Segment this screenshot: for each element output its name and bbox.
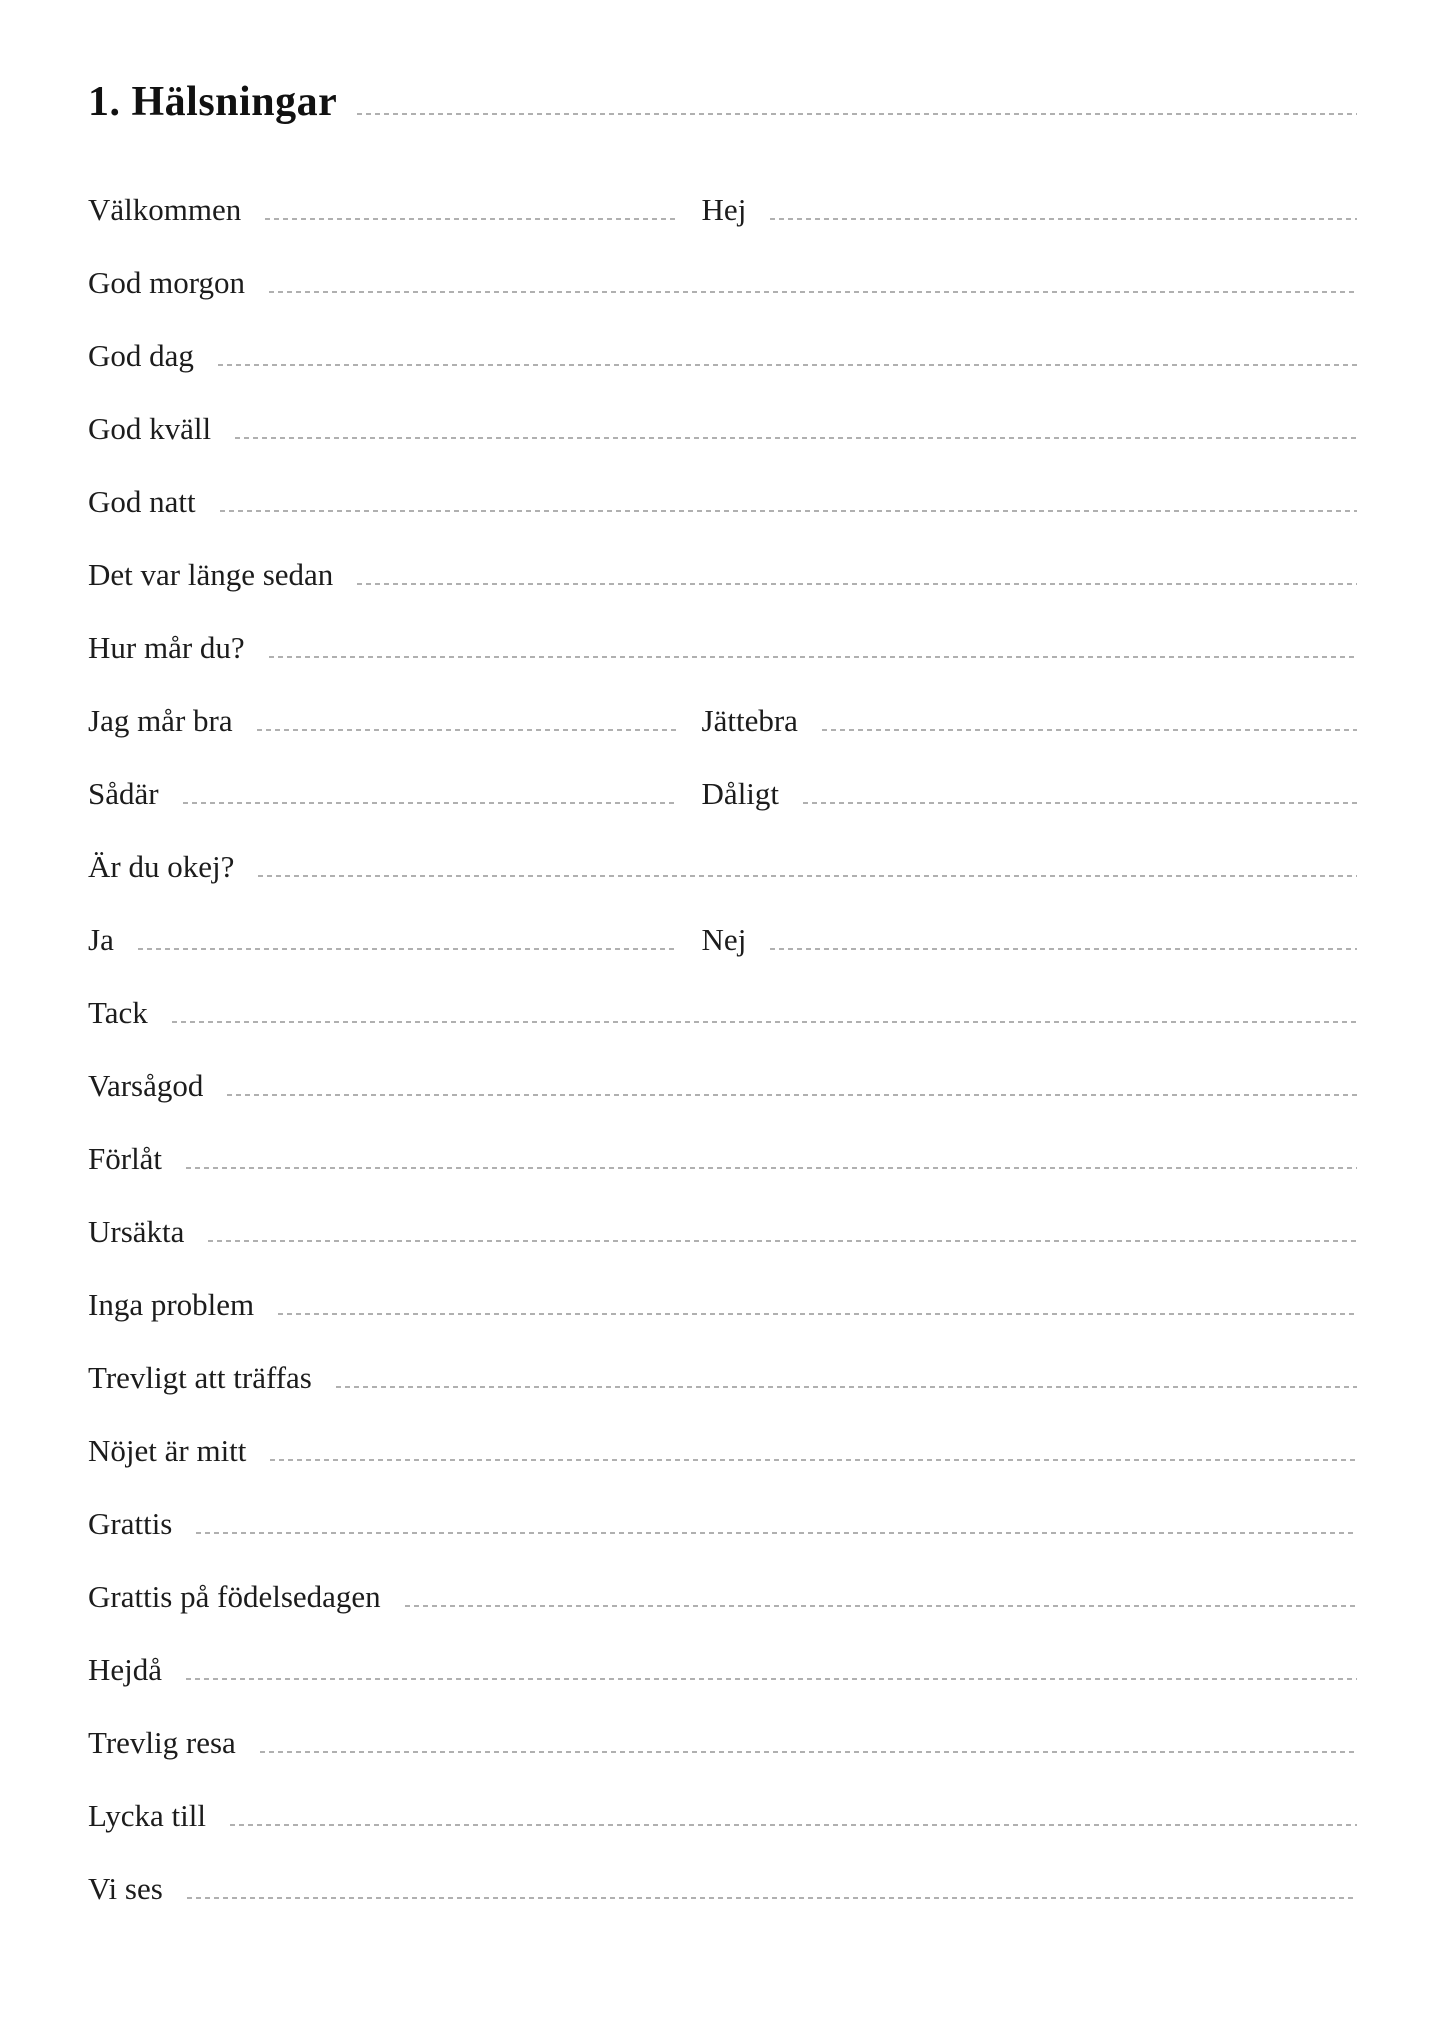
fill-in-line [208, 1240, 1357, 1242]
fill-in-line [183, 802, 676, 804]
fill-in-line [235, 437, 1357, 439]
fill-in-line [227, 1094, 1357, 1096]
phrase-row [88, 1650, 1357, 1690]
phrase-row [88, 1577, 1357, 1617]
phrase-label: Grattis på födelsedagen [88, 1579, 381, 1614]
phrase-row [88, 1796, 1357, 1836]
fill-in-line [196, 1532, 1357, 1534]
fill-in-line [336, 1386, 1357, 1388]
phrase-cell [702, 774, 1357, 814]
fill-in-line [822, 729, 1357, 731]
phrase-cell [88, 1504, 1357, 1544]
phrase-row [88, 1723, 1357, 1763]
phrase-row [88, 1285, 1357, 1325]
fill-in-line [258, 875, 1357, 877]
fill-in-line [357, 583, 1357, 585]
phrase-label: Nöjet är mitt [88, 1433, 247, 1468]
title-dotted-line [357, 113, 1357, 115]
phrase-row [88, 555, 1357, 595]
phrase-cell [88, 993, 1357, 1033]
fill-in-line [269, 656, 1357, 658]
phrase-cell [88, 1869, 1357, 1909]
phrase-row [88, 774, 1357, 814]
phrase-label: Jag mår bra [88, 703, 233, 738]
phrase-row [88, 920, 1357, 960]
phrase-row [88, 1139, 1357, 1179]
phrase-label: Tack [88, 995, 148, 1030]
fill-in-line [187, 1897, 1357, 1899]
fill-in-line [138, 948, 676, 950]
phrase-label: God morgon [88, 265, 246, 300]
phrase-label: Dåligt [701, 776, 780, 811]
phrase-row [88, 263, 1357, 303]
fill-in-line [803, 802, 1357, 804]
phrase-label: Lycka till [88, 1798, 206, 1833]
phrase-label: Ja [88, 922, 114, 957]
phrase-row [88, 482, 1357, 522]
page-title: 1. Hälsningar [88, 79, 338, 125]
phrase-cell [88, 920, 676, 960]
phrase-row [88, 1212, 1357, 1252]
section-title-row [88, 78, 1357, 126]
phrase-label: God kväll [88, 411, 212, 446]
phrase-row [88, 1431, 1357, 1471]
phrase-label: Inga problem [88, 1287, 255, 1322]
phrase-row [88, 628, 1357, 668]
phrase-cell [88, 1139, 1357, 1179]
phrase-label: Ursäkta [88, 1214, 185, 1249]
fill-in-line [220, 510, 1357, 512]
phrase-label: Trevlig resa [88, 1725, 236, 1760]
phrase-cell [88, 1723, 1357, 1763]
phrase-cell [88, 1358, 1357, 1398]
fill-in-line [257, 729, 676, 731]
fill-in-line [265, 218, 675, 220]
phrase-row [88, 409, 1357, 449]
phrase-cell [702, 190, 1357, 230]
phrase-cell [88, 409, 1357, 449]
phrase-cell [88, 774, 676, 814]
phrase-cell [702, 920, 1357, 960]
phrase-label: Varsågod [88, 1068, 204, 1103]
phrase-cell [88, 190, 676, 230]
fill-in-line [269, 291, 1357, 293]
phrase-cell [88, 263, 1357, 303]
phrase-label: Trevligt att träffas [88, 1360, 312, 1395]
phrase-label: Hej [701, 192, 747, 227]
phrase-label: Det var länge sedan [88, 557, 334, 592]
phrase-cell [88, 1431, 1357, 1471]
phrase-cell [88, 847, 1357, 887]
fill-in-line [260, 1751, 1357, 1753]
fill-in-line [278, 1313, 1357, 1315]
phrase-cell [88, 336, 1357, 376]
phrase-label: Välkommen [88, 192, 242, 227]
fill-in-line [230, 1824, 1357, 1826]
phrase-row [88, 1066, 1357, 1106]
fill-in-line [218, 364, 1357, 366]
phrase-label: Är du okej? [88, 849, 235, 884]
phrase-label: Jättebra [701, 703, 798, 738]
phrase-label: Sådär [88, 776, 159, 811]
phrase-row [88, 701, 1357, 741]
phrase-cell [88, 1796, 1357, 1836]
fill-in-line [186, 1167, 1357, 1169]
phrase-label: Grattis [88, 1506, 173, 1541]
phrase-cell [88, 701, 676, 741]
phrase-row [88, 190, 1357, 230]
phrase-row [88, 1504, 1357, 1544]
phrase-label: Hejdå [88, 1652, 163, 1687]
phrase-cell [88, 1577, 1357, 1617]
phrase-label: Nej [701, 922, 747, 957]
fill-in-line [770, 218, 1357, 220]
phrase-cell [88, 555, 1357, 595]
fill-in-line [405, 1605, 1357, 1607]
phrase-row [88, 847, 1357, 887]
phrase-label: God natt [88, 484, 196, 519]
phrase-row [88, 336, 1357, 376]
phrase-label: Hur mår du? [88, 630, 245, 665]
phrase-cell [88, 628, 1357, 668]
fill-in-line [186, 1678, 1357, 1680]
phrase-cell [88, 1212, 1357, 1252]
phrase-cell [88, 482, 1357, 522]
phrase-cell [88, 1285, 1357, 1325]
phrase-label: God dag [88, 338, 194, 373]
fill-in-line [770, 948, 1357, 950]
phrase-row [88, 993, 1357, 1033]
phrase-cell [702, 701, 1357, 741]
phrase-row [88, 1358, 1357, 1398]
phrase-label: Förlåt [88, 1141, 163, 1176]
phrase-row [88, 1869, 1357, 1909]
fill-in-line [172, 1021, 1357, 1023]
fill-in-line [270, 1459, 1357, 1461]
phrase-cell [88, 1066, 1357, 1106]
phrase-label: Vi ses [88, 1871, 163, 1906]
phrase-cell [88, 1650, 1357, 1690]
